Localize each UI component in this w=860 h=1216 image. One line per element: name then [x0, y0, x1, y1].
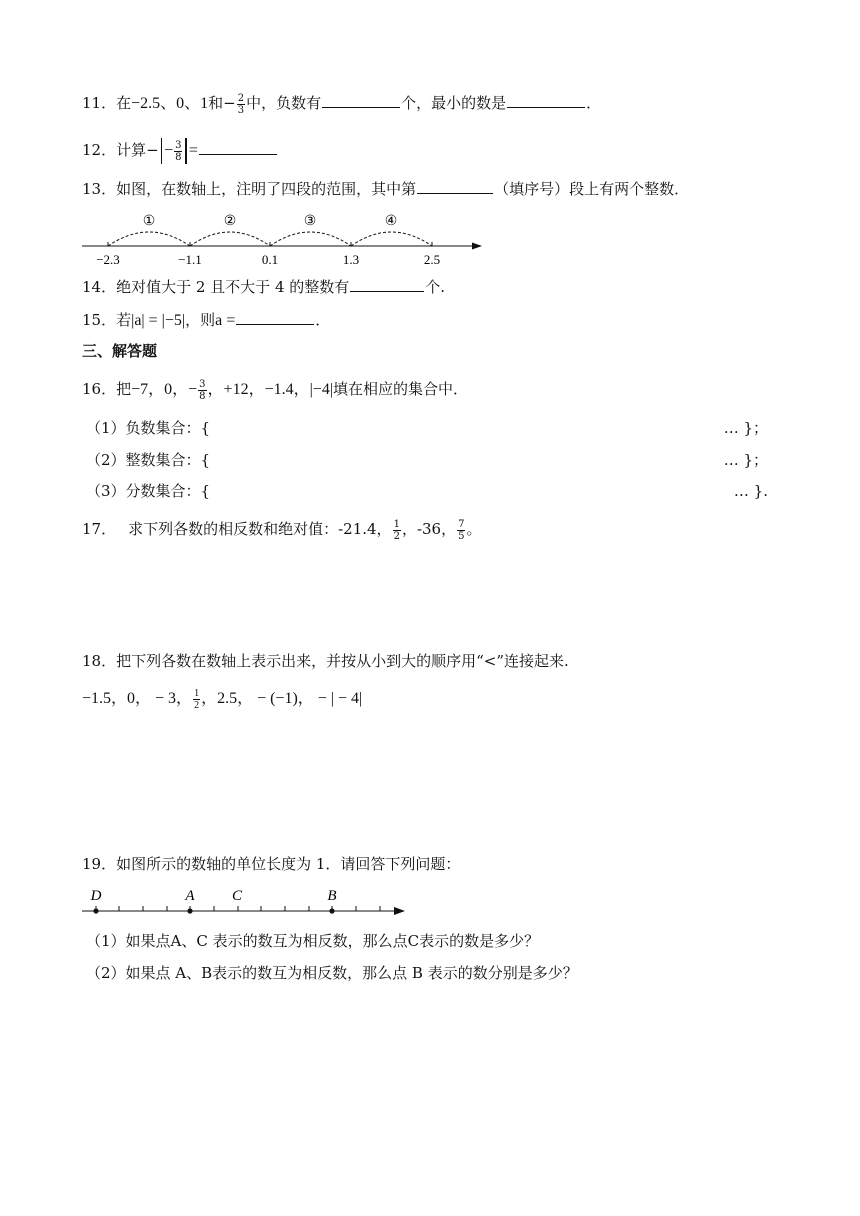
question-14 — [82, 276, 445, 298]
question-text: （填序号）段上有两个整数． — [494, 180, 690, 198]
fraction — [237, 93, 245, 116]
math-expression: a = — [215, 312, 236, 329]
fraction-denominator: 8 — [175, 151, 182, 163]
question-text: 填在相应的集合中． — [333, 380, 469, 398]
point-b — [329, 908, 334, 913]
question-number: 15． — [82, 311, 117, 329]
math-numbers: −2.5、0、1 — [131, 95, 209, 112]
question-number: 18． — [82, 652, 117, 670]
axis-arrow — [472, 243, 482, 250]
set-label: （2）整数集合：{ — [86, 451, 211, 469]
tick-label: 0.1 — [261, 252, 279, 267]
fraction — [193, 688, 200, 711]
fraction-denominator: 5 — [458, 530, 465, 542]
point-label-b: B — [327, 888, 337, 904]
math-sign: − — [164, 142, 174, 159]
axis-arrow — [394, 907, 405, 915]
fraction — [393, 519, 401, 542]
math-numbers: ，2.5， − (−1)， − | − 4| — [201, 690, 363, 708]
segment-label: ① — [142, 214, 156, 229]
set-end: … }； — [723, 419, 768, 437]
fraction — [174, 140, 182, 163]
fraction-numerator: 7 — [458, 518, 465, 530]
question-text: ． — [315, 311, 331, 329]
point-d — [93, 908, 98, 913]
set-row-fraction — [86, 480, 768, 502]
question-15 — [82, 309, 330, 332]
fraction-numerator: 3 — [175, 139, 182, 151]
answer-blank[interactable] — [507, 92, 585, 108]
axis-ticks — [96, 906, 380, 911]
question-number: 12． — [82, 141, 117, 159]
question-16 — [82, 378, 468, 402]
question-18-numbers — [82, 688, 362, 711]
question-text: 。 — [466, 520, 482, 538]
math-numbers: −7，0，− — [131, 381, 198, 398]
set-row-integer — [86, 449, 768, 471]
math-numbers: −1.5，0， − 3， — [82, 690, 193, 708]
math-numbers: ，+12，−1.4，|−4| — [207, 381, 334, 398]
tick-label: −2.3 — [96, 252, 120, 267]
question-text: 把 — [116, 380, 132, 398]
number-line-19 — [78, 880, 414, 922]
point-a — [187, 908, 192, 913]
set-label: （1）负数集合：{ — [86, 419, 211, 437]
question-number: 11． — [82, 94, 117, 112]
abs-bar — [185, 138, 186, 164]
question-11 — [82, 92, 601, 116]
question-text: 中，负数有 — [246, 94, 322, 112]
question-text: 和− — [208, 94, 236, 112]
tick-label: 1.3 — [342, 252, 360, 267]
answer-blank[interactable] — [199, 139, 277, 155]
answer-blank[interactable] — [417, 178, 493, 194]
question-number: 19． — [82, 855, 117, 873]
question-number: 14． — [82, 278, 117, 296]
set-row-negative — [86, 417, 768, 439]
segment-label: ② — [223, 214, 237, 229]
question-text: 个，最小的数是 — [401, 94, 507, 112]
answer-blank[interactable] — [350, 276, 424, 292]
math-expression: |a| = |−5| — [131, 312, 186, 329]
question-19-sub-1: （1）如果点A、C 表示的数互为相反数，那么点C表示的数是多少？ — [86, 932, 540, 950]
segment-label: ③ — [303, 214, 317, 229]
question-number: 13． — [82, 180, 117, 198]
question-text: 求下列各数的相反数和绝对值：-21.4， — [128, 520, 392, 538]
set-end: … }. — [733, 482, 768, 500]
question-17 — [82, 518, 481, 542]
set-end: … }； — [723, 451, 768, 469]
question-text: 如图所示的数轴的单位长度为 1．请回答下列问题： — [116, 855, 461, 873]
point-label-a: A — [185, 888, 195, 904]
number-line-13 — [78, 208, 488, 270]
point-label-c: C — [231, 888, 243, 904]
question-19 — [82, 853, 460, 875]
question-19-sub-2: （2）如果点 A、B表示的数互为相反数，那么点 B 表示的数分别是多少？ — [86, 964, 578, 982]
question-text: 个. — [425, 278, 446, 296]
question-text: 把下列各数在数轴上表示出来，并按从小到大的顺序用“<”连接起来. — [116, 652, 569, 670]
question-text: ． — [586, 94, 602, 112]
question-text: 计算− — [116, 141, 159, 159]
tick-label: 2.5 — [423, 252, 441, 267]
question-18 — [82, 650, 569, 672]
abs-bar — [161, 138, 162, 164]
fraction — [457, 519, 465, 542]
question-text: 绝对值大于 2 且不大于 4 的整数有 — [116, 278, 350, 296]
fraction-denominator: 3 — [237, 104, 245, 116]
section-heading: 三、解答题 — [82, 342, 158, 360]
answer-blank[interactable] — [236, 309, 314, 325]
question-text: 若 — [116, 311, 132, 329]
question-number: 16． — [82, 380, 117, 398]
question-number: 17． — [82, 520, 117, 538]
fraction — [198, 379, 206, 402]
question-text: ，则 — [185, 311, 216, 329]
question-12 — [82, 138, 278, 164]
question-text: 在 — [116, 94, 132, 112]
answer-blank[interactable] — [322, 92, 400, 108]
fraction-numerator: 2 — [237, 92, 245, 104]
question-13 — [82, 178, 689, 200]
tick-label: −1.1 — [178, 252, 202, 267]
fraction-denominator: 8 — [199, 390, 206, 402]
set-label: （3）分数集合：{ — [86, 482, 211, 500]
question-text: 如图，在数轴上，注明了四段的范围，其中第 — [116, 180, 417, 198]
point-label-d: D — [90, 888, 102, 904]
fraction-numerator: 1 — [393, 518, 400, 530]
math-equals: = — [188, 142, 198, 159]
fraction-denominator: 2 — [194, 700, 200, 711]
segment-label: ④ — [384, 214, 398, 229]
fraction-denominator: 2 — [393, 530, 400, 542]
fraction-numerator: 1 — [194, 688, 200, 699]
fraction-numerator: 3 — [199, 378, 206, 390]
question-text: ，-36， — [401, 520, 457, 538]
